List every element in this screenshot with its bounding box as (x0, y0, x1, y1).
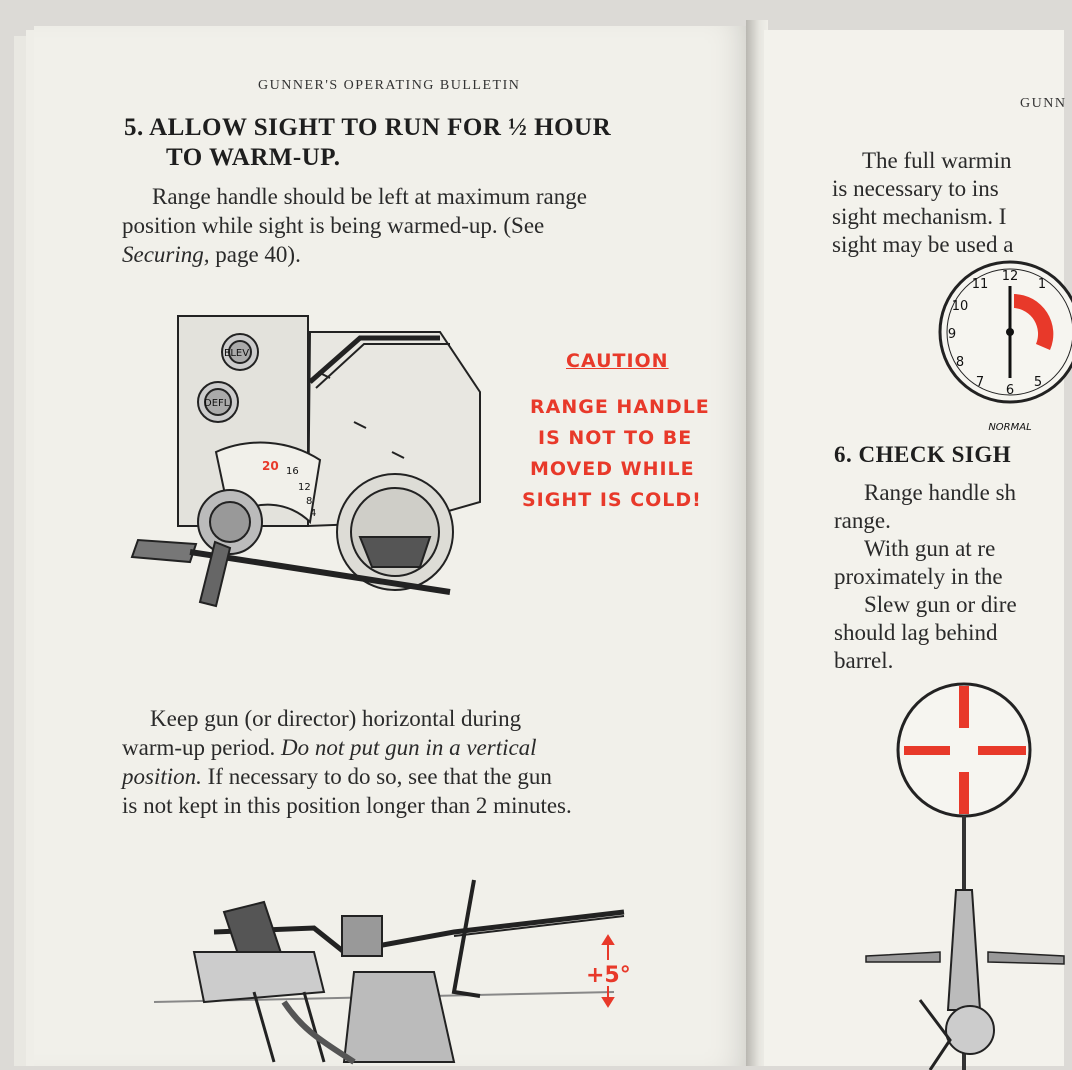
running-header-left: GUNNER'S OPERATING BULLETIN (258, 78, 521, 93)
clock-6: 6 (1005, 383, 1015, 398)
section-5-para-line2: position while sight is being warmed-up. (See (122, 213, 545, 238)
reticle-illustration (860, 680, 1064, 1070)
page-reference: page 40). (209, 242, 301, 267)
section-6-line2: range. (834, 508, 891, 533)
clock-11: 11 (971, 277, 989, 292)
caution-line-4: SIGHT IS COLD! (522, 489, 702, 511)
clock-10: 10 (951, 299, 969, 314)
gun-illustration (154, 872, 654, 1062)
para2-line2 (122, 733, 537, 762)
para2-line2-start: warm-up period. (122, 735, 282, 760)
caution-line-3: MOVED WHILE (530, 458, 695, 480)
dial-number-16: 16 (286, 466, 299, 477)
clock-12: 12 (1001, 269, 1019, 284)
clock-1: 1 (1037, 277, 1047, 292)
section-5-heading-line1: 5. ALLOW SIGHT TO RUN FOR ½ HOUR (124, 114, 612, 141)
right-para-line2: is necessary to ins (832, 176, 999, 201)
para2-line3-italic: position. (122, 764, 202, 789)
section-6-line3: With gun at re (864, 536, 996, 561)
dial-number-8: 8 (306, 496, 313, 507)
dial-number-4: 4 (310, 508, 317, 519)
clock-7: 7 (975, 375, 985, 390)
section-6-line4: proximately in the (834, 564, 1003, 589)
right-para-line3: sight mechanism. I (832, 204, 1007, 229)
elev-knob-label: ELEV (224, 348, 250, 359)
right-para-line4: sight may be used a (832, 232, 1014, 257)
section-6-heading: 6. CHECK SIGH (834, 442, 1012, 467)
caution-line-1: RANGE HANDLE (530, 396, 710, 418)
warmup-clock (932, 256, 1072, 436)
caution-title: CAUTION (566, 350, 669, 372)
clock-9: 9 (947, 327, 957, 342)
section-5-para-line3 (122, 240, 301, 269)
sight-illustration (120, 312, 500, 612)
defl-knob-label: DEFL (204, 398, 230, 409)
gun-angle-label: +5° (586, 963, 631, 988)
right-page (764, 30, 1067, 1066)
section-5-para-line1: Range handle should be left at maximum range (152, 184, 587, 209)
clock-8: 8 (955, 355, 965, 370)
left-page (34, 26, 752, 1066)
clock-caption: NORMAL (988, 422, 1032, 433)
para2-line4: is not kept in this position longer than 2 minutes. (122, 793, 572, 818)
dial-number-12: 12 (298, 482, 311, 493)
para2-line1: Keep gun (or director) horizontal during (150, 706, 522, 731)
para2-line3 (122, 762, 552, 791)
running-header-right: GUNN (1020, 96, 1067, 111)
section-6-line5: Slew gun or dire (864, 592, 1017, 617)
section-6-line7: barrel. (834, 648, 894, 673)
clock-5: 5 (1033, 375, 1043, 390)
caution-text (522, 392, 710, 516)
right-para-line1: The full warmin (862, 148, 1012, 173)
caution-line-2: IS NOT TO BE (538, 427, 693, 449)
para2-line3-rest: If necessary to do so, see that the gun (201, 764, 552, 789)
section-6-line6: should lag behind (834, 620, 998, 645)
section-6-line1: Range handle sh (864, 480, 1017, 505)
para2-line2-italic: Do not put gun in a vertical (281, 735, 537, 760)
section-5-heading-line2: TO WARM-UP. (166, 144, 341, 171)
securing-italic: Securing, (122, 242, 210, 267)
dial-number-20: 20 (262, 459, 279, 473)
